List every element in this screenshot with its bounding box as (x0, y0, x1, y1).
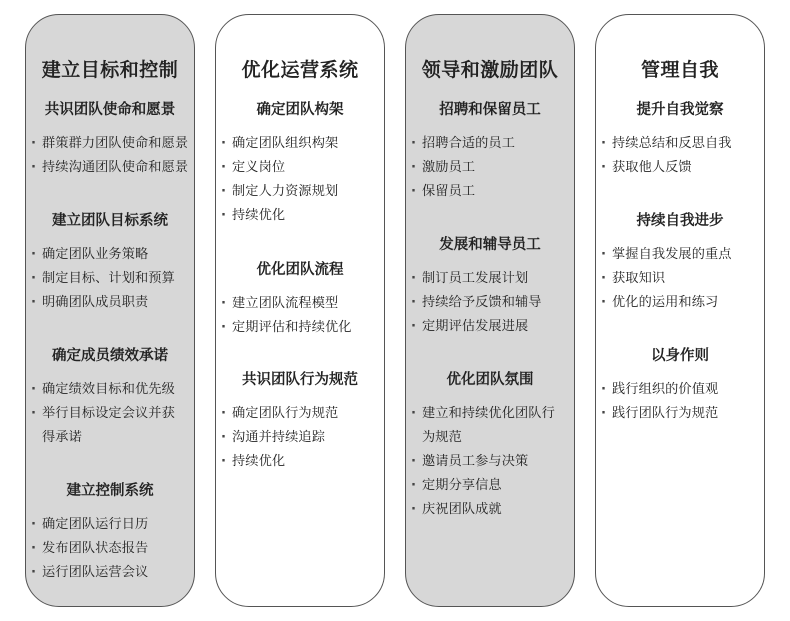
list-item: · 邀请员工参与决策 (406, 450, 574, 474)
section (26, 482, 194, 585)
list-item: · 确定团队组织构架 (216, 132, 384, 156)
list-item: · 群策群力团队使命和愿景 (26, 132, 194, 156)
section (26, 101, 194, 180)
column-optimize-operations (215, 14, 385, 607)
list-item: · 明确团队成员职责 (26, 291, 194, 315)
list-item: · 确定团队业务策略 (26, 243, 194, 267)
list-item: · 建立团队流程模型 (216, 292, 384, 316)
column-title: 优化运营系统 (241, 59, 359, 81)
column-goals-and-control (25, 14, 195, 607)
column-title: 管理自我 (640, 59, 719, 81)
list-item: · 招聘合适的员工 (406, 132, 574, 156)
list-item: · 践行团队行为规范 (596, 402, 764, 426)
list-item: · 定义岗位 (216, 156, 384, 180)
list-item: · 定期分享信息 (406, 474, 574, 498)
section (26, 347, 194, 450)
section (596, 101, 764, 180)
section-heading: 确定团队构架 (256, 102, 344, 118)
section-heading: 优化团队氛围 (446, 372, 534, 388)
list-item: · 建立和持续优化团队行为规范 (406, 402, 560, 450)
list-item: · 确定团队运行日历 (26, 513, 194, 537)
section-heading: 提升自我觉察 (636, 102, 724, 118)
section-heading: 建立团队目标系统 (52, 213, 168, 229)
list-item: · 制定人力资源规划 (216, 180, 384, 204)
list-item: · 获取他人反馈 (596, 156, 764, 180)
list-item: · 优化的运用和练习 (596, 291, 764, 315)
column-manage-self (595, 14, 765, 607)
column-title: 建立目标和控制 (41, 59, 179, 81)
section (26, 212, 194, 315)
list-item: · 持续给予反馈和辅导 (406, 291, 574, 315)
list-item: · 运行团队运营会议 (26, 561, 194, 585)
list-item: · 持续优化 (216, 204, 384, 228)
section (596, 347, 764, 426)
list-item: · 确定团队行为规范 (216, 402, 384, 426)
section (406, 101, 574, 204)
list-item: · 庆祝团队成就 (406, 498, 574, 522)
list-item: · 持续优化 (216, 450, 384, 474)
list-item: · 举行目标设定会议并获得承诺 (26, 402, 180, 450)
list-item: · 持续总结和反思自我 (596, 132, 764, 156)
column-title: 领导和激励团队 (421, 59, 559, 81)
list-item: · 沟通并持续追踪 (216, 426, 384, 450)
section (216, 371, 384, 474)
list-item: · 发布团队状态报告 (26, 537, 194, 561)
list-item: · 激励员工 (406, 156, 574, 180)
section-heading: 优化团队流程 (256, 262, 344, 278)
list-item: · 制订员工发展计划 (406, 267, 574, 291)
section-heading: 共识团队行为规范 (242, 372, 358, 388)
section-heading: 确定成员绩效承诺 (52, 348, 168, 364)
list-item: · 定期评估和持续优化 (216, 316, 384, 340)
list-item: · 持续沟通团队使命和愿景 (26, 156, 194, 180)
list-item: · 定期评估发展进展 (406, 315, 574, 339)
section-heading: 共识团队使命和愿景 (44, 102, 176, 118)
section-heading: 招聘和保留员工 (439, 102, 541, 118)
section-heading: 发展和辅导员工 (439, 237, 541, 253)
section (596, 212, 764, 315)
section-heading: 持续自我进步 (636, 213, 724, 229)
list-item: · 保留员工 (406, 180, 574, 204)
section (406, 236, 574, 339)
column-lead-and-motivate (405, 14, 575, 607)
section-heading: 以身作则 (651, 348, 709, 364)
list-item: · 制定目标、计划和预算 (26, 267, 194, 291)
list-item: · 确定绩效目标和优先级 (26, 378, 194, 402)
list-item: · 获取知识 (596, 267, 764, 291)
section-heading: 建立控制系统 (66, 483, 154, 499)
section (216, 101, 384, 228)
list-item: · 践行组织的价值观 (596, 378, 764, 402)
section (406, 371, 574, 522)
section (216, 261, 384, 340)
list-item: · 掌握自我发展的重点 (596, 243, 764, 267)
